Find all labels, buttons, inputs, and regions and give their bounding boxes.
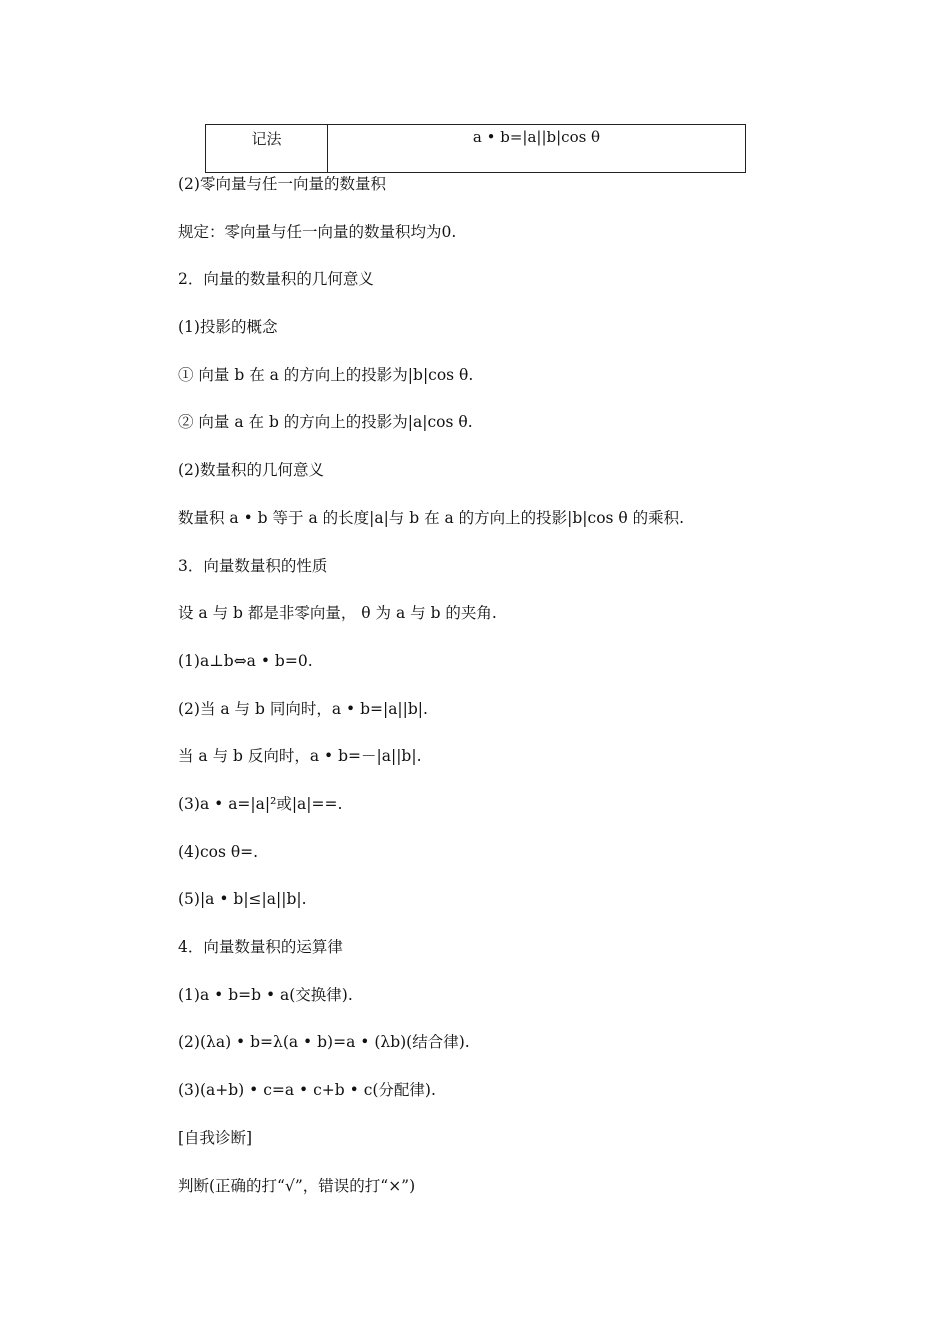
line-assumption: 设 a 与 b 都是非零向量， θ 为 a 与 b 的夹角. (178, 604, 497, 622)
section-3-heading: 3．向量数量积的性质 (178, 557, 328, 575)
line-property-2b: 当 a 与 b 反向时，a • b=－|a||b|. (178, 747, 422, 765)
line-projection-a-on-b: ② 向量 a 在 b 的方向上的投影为|a|cos θ. (178, 413, 473, 431)
notation-table (205, 124, 746, 173)
line-judge-instruction: 判断(正确的打“√”，错误的打“×”) (178, 1177, 416, 1195)
table-value-cell: a • b=|a||b|cos θ (328, 125, 746, 173)
line-property-2a: (2)当 a 与 b 同向时，a • b=|a||b|. (178, 700, 428, 718)
line-zero-vector-rule: 规定：零向量与任一向量的数量积均为0. (178, 223, 457, 241)
line-law-associative: (2)(λa) • b=λ(a • b)=a • (λb)(结合律). (178, 1033, 470, 1051)
line-geometric-meaning: 数量积 a • b 等于 a 的长度|a|与 b 在 a 的方向上的投影|b|cos θ 的乘积. (178, 509, 685, 527)
table-label-cell: 记法 (206, 125, 328, 173)
line-property-4: (4)cos θ=. (178, 843, 259, 861)
line-property-5: (5)|a • b|≤|a||b|. (178, 890, 307, 908)
line-projection-b-on-a: ① 向量 b 在 a 的方向上的投影为|b|cos θ. (178, 366, 474, 384)
line-law-distributive: (3)(a+b) • c=a • c+b • c(分配律). (178, 1081, 436, 1099)
line-property-1: (1)a⊥b⇔a • b=0. (178, 652, 313, 670)
line-law-commutative: (1)a • b=b • a(交换律). (178, 986, 353, 1004)
line-geometric-meaning-heading: (2)数量积的几何意义 (178, 461, 324, 479)
line-property-3: (3)a • a=|a|²或|a|==. (178, 795, 343, 813)
section-2-heading: 2．向量的数量积的几何意义 (178, 270, 374, 288)
self-diagnosis-heading: [自我诊断] (178, 1129, 253, 1147)
section-4-heading: 4．向量数量积的运算律 (178, 938, 343, 956)
line-projection-concept: (1)投影的概念 (178, 318, 278, 336)
line-zero-vector-heading: (2)零向量与任一向量的数量积 (178, 175, 386, 193)
table-row (206, 125, 746, 173)
